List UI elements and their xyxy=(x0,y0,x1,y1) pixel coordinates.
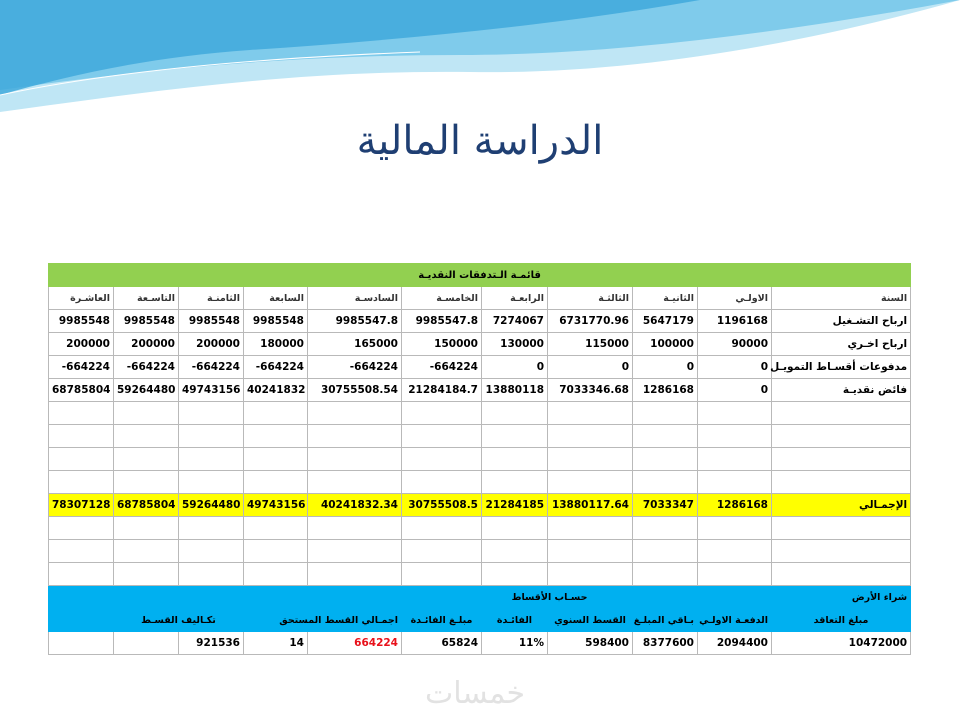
table-cell: -664224 xyxy=(244,356,308,379)
empty-cell xyxy=(308,540,402,563)
empty-cell xyxy=(244,471,308,494)
empty-row xyxy=(49,425,911,448)
table-cell: 59264480 xyxy=(114,379,179,402)
empty-cell xyxy=(698,540,772,563)
year-header-2: الثانيـة xyxy=(633,287,698,310)
installment-value: 2094400 xyxy=(698,632,772,655)
empty-cell xyxy=(698,425,772,448)
empty-cell xyxy=(482,517,548,540)
empty-cell xyxy=(114,402,179,425)
empty-cell xyxy=(772,517,911,540)
empty-cell xyxy=(49,609,114,632)
empty-cell xyxy=(402,402,482,425)
table-cell: 180000 xyxy=(244,333,308,356)
empty-cell xyxy=(49,540,114,563)
empty-cell xyxy=(772,402,911,425)
table-caption: قائمـة الـتدفقات النقديـة xyxy=(49,264,911,287)
empty-cell xyxy=(179,517,244,540)
table-cell: 7033346.68 xyxy=(548,379,633,402)
installment-value: 65824 xyxy=(402,632,482,655)
installment-value: 11% xyxy=(482,632,548,655)
table-row xyxy=(49,379,911,402)
row-label: فائض نقديـة xyxy=(772,379,911,402)
empty-cell xyxy=(308,563,402,586)
table-cell: 0 xyxy=(698,379,772,402)
row-label: الإجمـالي xyxy=(772,494,911,517)
empty-cell xyxy=(698,563,772,586)
empty-cell xyxy=(49,425,114,448)
empty-cell xyxy=(49,563,114,586)
empty-cell xyxy=(548,563,633,586)
year-header-6: السادسـة xyxy=(308,287,402,310)
empty-cell xyxy=(482,540,548,563)
header-wave-decoration xyxy=(0,0,960,120)
year-row-label: السنة xyxy=(772,287,911,310)
empty-cell xyxy=(402,471,482,494)
table-cell: -664224 xyxy=(402,356,482,379)
year-header-9: التاسـعة xyxy=(114,287,179,310)
installment-value: 598400 xyxy=(548,632,633,655)
table-cell: 0 xyxy=(548,356,633,379)
row-label: ارباح التشـغيل xyxy=(772,310,911,333)
table-cell: 40241832.34 xyxy=(308,494,402,517)
empty-cell xyxy=(308,425,402,448)
empty-cell xyxy=(179,448,244,471)
empty-cell xyxy=(482,402,548,425)
empty-cell xyxy=(402,517,482,540)
table-cell: 1286168 xyxy=(698,494,772,517)
empty-cell xyxy=(633,425,698,448)
empty-cell xyxy=(114,563,179,586)
empty-cell xyxy=(482,471,548,494)
empty-cell xyxy=(548,471,633,494)
empty-cell xyxy=(114,425,179,448)
empty-cell xyxy=(179,540,244,563)
table-cell: 115000 xyxy=(548,333,633,356)
empty-row xyxy=(49,540,911,563)
year-header-5: الخامسـة xyxy=(402,287,482,310)
row-label: مدفوعات أقسـاط التمويـل xyxy=(772,356,911,379)
year-header-1: الاولـي xyxy=(698,287,772,310)
table-cell: 200000 xyxy=(49,333,114,356)
table-cell: 9985547.8 xyxy=(402,310,482,333)
empty-cell xyxy=(49,448,114,471)
table-cell: 68785804 xyxy=(49,379,114,402)
table-cell: 200000 xyxy=(114,333,179,356)
empty-cell xyxy=(633,402,698,425)
empty-cell xyxy=(114,632,179,655)
table-row xyxy=(49,333,911,356)
empty-cell xyxy=(548,448,633,471)
empty-cell xyxy=(698,471,772,494)
empty-cell xyxy=(548,402,633,425)
table-cell: 13880117.64 xyxy=(548,494,633,517)
empty-cell xyxy=(772,425,911,448)
empty-cell xyxy=(49,632,114,655)
installment-header: بـاقي المبلـغ xyxy=(633,609,698,632)
table-cell: 100000 xyxy=(633,333,698,356)
empty-cell xyxy=(179,563,244,586)
empty-cell xyxy=(308,448,402,471)
installment-value: 10472000 xyxy=(772,632,911,655)
table-cell: 7033347 xyxy=(633,494,698,517)
installments-group-label: حسـاب الأقساط xyxy=(402,586,698,609)
table-row xyxy=(49,310,911,333)
table-row xyxy=(49,356,911,379)
empty-cell xyxy=(244,425,308,448)
table-cell: 200000 xyxy=(179,333,244,356)
table-cell: 90000 xyxy=(698,333,772,356)
cash-flow-table xyxy=(48,263,911,655)
table-cell: 5647179 xyxy=(633,310,698,333)
empty-cell xyxy=(482,448,548,471)
slide-title: الدراسة المالية xyxy=(356,118,604,164)
table-cell: -664224 xyxy=(114,356,179,379)
installment-value: 921536 xyxy=(179,632,244,655)
empty-cell xyxy=(114,471,179,494)
empty-cell xyxy=(772,540,911,563)
empty-row xyxy=(49,471,911,494)
row-label: ارباح اخـري xyxy=(772,333,911,356)
table-cell: 13880118 xyxy=(482,379,548,402)
installment-values-row xyxy=(49,632,911,655)
year-header-row xyxy=(49,287,911,310)
empty-cell xyxy=(244,540,308,563)
table-cell: 49743156 xyxy=(179,379,244,402)
empty-cell xyxy=(548,517,633,540)
empty-cell xyxy=(244,402,308,425)
empty-cell xyxy=(179,402,244,425)
installment-group-row xyxy=(49,586,911,609)
empty-cell xyxy=(482,563,548,586)
empty-row xyxy=(49,563,911,586)
empty-cell xyxy=(633,540,698,563)
empty-cell xyxy=(633,517,698,540)
table-cell: 130000 xyxy=(482,333,548,356)
year-header-4: الرابعـة xyxy=(482,287,548,310)
table-cell: 78307128 xyxy=(49,494,114,517)
installment-due-total: 664224 xyxy=(308,632,402,655)
table-cell: 9985547.8 xyxy=(308,310,402,333)
empty-cell xyxy=(114,448,179,471)
empty-cell xyxy=(402,448,482,471)
empty-cell xyxy=(308,517,402,540)
year-header-7: السابعة xyxy=(244,287,308,310)
installment-header: الفائـدة xyxy=(482,609,548,632)
watermark-logo: خمسات xyxy=(425,676,526,711)
table-cell: 7274067 xyxy=(482,310,548,333)
empty-cell xyxy=(244,563,308,586)
empty-cell xyxy=(402,425,482,448)
table-cell: 21284185 xyxy=(482,494,548,517)
installment-header: مبلغ التعاقد xyxy=(772,609,911,632)
table-cell: 1196168 xyxy=(698,310,772,333)
empty-row xyxy=(49,448,911,471)
installment-header: تكـاليف القسـط xyxy=(114,609,244,632)
empty-cell xyxy=(402,563,482,586)
empty-cell xyxy=(402,540,482,563)
table-cell: 165000 xyxy=(308,333,402,356)
empty-cell xyxy=(698,402,772,425)
installment-header: مبلـغ الفائـدة xyxy=(402,609,482,632)
group-spacer xyxy=(49,586,402,609)
group-spacer xyxy=(698,586,772,609)
table-cell: 150000 xyxy=(402,333,482,356)
table-cell: -664224 xyxy=(179,356,244,379)
year-header-3: الثالثـة xyxy=(548,287,633,310)
table-cell: -664224 xyxy=(49,356,114,379)
table-cell: 30755508.54 xyxy=(308,379,402,402)
table-cell: 9985548 xyxy=(179,310,244,333)
empty-cell xyxy=(179,425,244,448)
empty-cell xyxy=(114,517,179,540)
table-cell: 59264480 xyxy=(179,494,244,517)
table-caption-row xyxy=(49,264,911,287)
empty-cell xyxy=(548,425,633,448)
installment-header: القسط السنوي xyxy=(548,609,633,632)
table-cell: 1286168 xyxy=(633,379,698,402)
empty-cell xyxy=(244,448,308,471)
installment-value: 14 xyxy=(244,632,308,655)
table-cell: 68785804 xyxy=(114,494,179,517)
installment-header: اجمـالي القسط المستحق xyxy=(308,609,402,632)
empty-cell xyxy=(698,448,772,471)
table-cell: 49743156 xyxy=(244,494,308,517)
table-cell: 9985548 xyxy=(244,310,308,333)
total-row xyxy=(49,494,911,517)
empty-cell xyxy=(308,471,402,494)
table-cell: 0 xyxy=(633,356,698,379)
table-cell: 21284184.7 xyxy=(402,379,482,402)
empty-cell xyxy=(633,448,698,471)
empty-cell xyxy=(633,563,698,586)
empty-cell xyxy=(633,471,698,494)
empty-cell xyxy=(482,425,548,448)
empty-cell xyxy=(49,517,114,540)
land-purchase-label: شراء الأرض xyxy=(772,586,911,609)
installment-header-row xyxy=(49,609,911,632)
empty-cell xyxy=(49,402,114,425)
year-header-10: العاشـرة xyxy=(49,287,114,310)
empty-cell xyxy=(179,471,244,494)
table-cell: 9985548 xyxy=(49,310,114,333)
empty-cell xyxy=(772,471,911,494)
empty-cell xyxy=(772,563,911,586)
empty-cell xyxy=(548,540,633,563)
empty-cell xyxy=(49,471,114,494)
table-cell: 6731770.96 xyxy=(548,310,633,333)
empty-cell xyxy=(244,517,308,540)
empty-cell xyxy=(772,448,911,471)
table-cell: 0 xyxy=(482,356,548,379)
installment-header: الدفعـة الاولـي xyxy=(698,609,772,632)
table-cell: 40241832 xyxy=(244,379,308,402)
table-cell: -664224 xyxy=(308,356,402,379)
installment-value: 8377600 xyxy=(633,632,698,655)
empty-cell xyxy=(308,402,402,425)
empty-cell xyxy=(114,540,179,563)
empty-cell xyxy=(698,517,772,540)
empty-row xyxy=(49,402,911,425)
year-header-8: الثامنـة xyxy=(179,287,244,310)
table-cell: 0 xyxy=(698,356,772,379)
table-cell: 9985548 xyxy=(114,310,179,333)
empty-row xyxy=(49,517,911,540)
table-cell: 30755508.5 xyxy=(402,494,482,517)
